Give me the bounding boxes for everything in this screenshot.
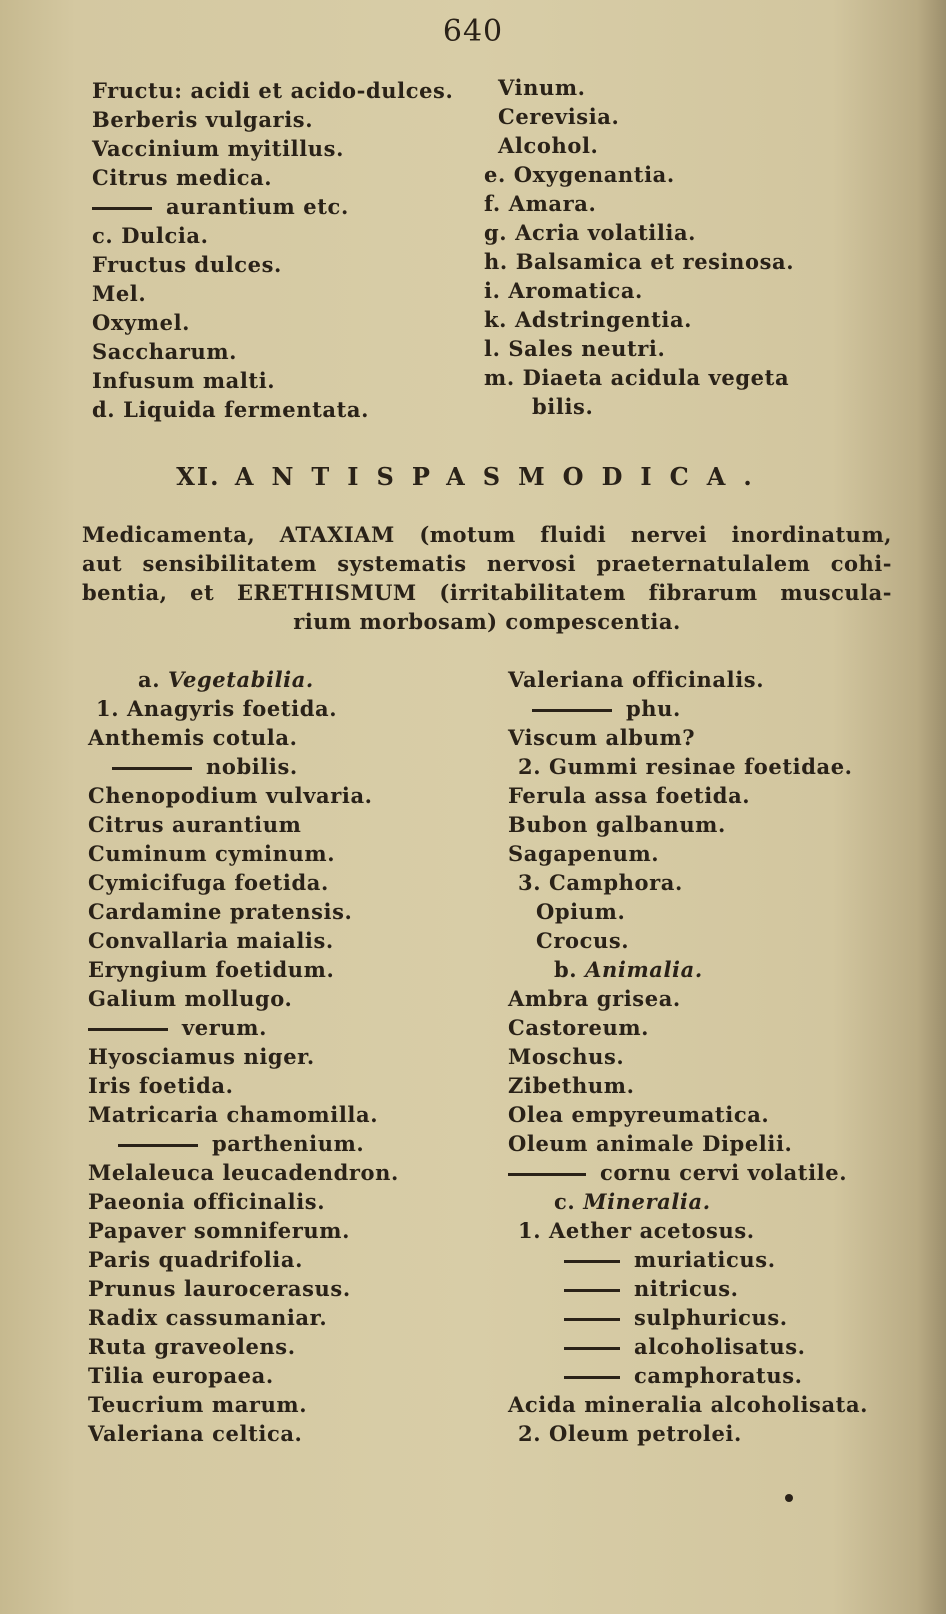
list-item — [88, 694, 488, 723]
list-item — [484, 392, 904, 421]
list-item-text: Cuminum cyminum. — [88, 841, 336, 866]
list-item — [508, 1274, 908, 1303]
list-item-text: Crocus. — [536, 928, 630, 953]
list-item-text: b. Animalia. — [554, 957, 703, 982]
list-item-text: c. Mineralia. — [554, 1189, 711, 1214]
list-item-text: Mel. — [92, 281, 147, 306]
list-item — [484, 305, 904, 334]
list-item — [88, 1042, 488, 1071]
list-item-text: c. Dulcia. — [92, 223, 209, 248]
list-item-text: a. Vegetabilia. — [138, 667, 314, 692]
paragraph-line: rium morbosam) compescentia. — [293, 609, 681, 634]
list-item — [508, 868, 908, 897]
list-item — [484, 247, 904, 276]
list-item — [88, 839, 488, 868]
list-item-text: cornu cervi volatile. — [600, 1160, 848, 1185]
list-item-text: Citrus aurantium — [88, 812, 302, 837]
list-item-text: Olea empyreumatica. — [508, 1102, 770, 1127]
list-item — [508, 955, 908, 984]
list-item — [484, 160, 904, 189]
list-item-text: camphoratus. — [634, 1363, 803, 1388]
list-item-text: Sagapenum. — [508, 841, 660, 866]
list-item — [508, 1042, 908, 1071]
list-item-text: Ferula assa foetida. — [508, 783, 751, 808]
ditto-dash — [564, 1318, 620, 1321]
ditto-dash — [112, 767, 192, 770]
list-item-text: Valeriana officinalis. — [508, 667, 765, 692]
list-item — [88, 1129, 488, 1158]
paragraph-line: bentia, et ERETHISMUM (irritabilitatem fibrarum muscula- — [82, 580, 892, 605]
list-item — [508, 1129, 908, 1158]
list-item-text: k. Adstringentia. — [484, 307, 693, 332]
list-item — [88, 984, 488, 1013]
list-item — [88, 810, 488, 839]
list-item-text: Alcohol. — [498, 133, 599, 158]
list-item-text: Valeriana celtica. — [88, 1421, 303, 1446]
list-item-text: Hyosciamus niger. — [88, 1044, 315, 1069]
list-item-text: Oxymel. — [92, 310, 191, 335]
top-right-column — [484, 73, 904, 421]
list-item-text: m. Diaeta acidula vegeta — [484, 365, 790, 390]
list-item-text: i. Aromatica. — [484, 278, 643, 303]
list-item-text: 2. Gummi resinae foetidae. — [518, 754, 853, 779]
ditto-dash — [92, 207, 152, 210]
list-item — [484, 334, 904, 363]
list-item-text: Prunus laurocerasus. — [88, 1276, 351, 1301]
list-item — [88, 1274, 488, 1303]
list-item — [88, 1419, 488, 1448]
list-item — [508, 1216, 908, 1245]
list-item — [508, 926, 908, 955]
section-number: XI. — [176, 462, 221, 491]
list-item — [88, 1100, 488, 1129]
ditto-dash — [564, 1260, 620, 1263]
list-item-text: Papaver somniferum. — [88, 1218, 351, 1243]
list-item-text: Berberis vulgaris. — [92, 107, 314, 132]
list-item-text: Fructu: acidi et acido-dulces. — [92, 78, 454, 103]
list-item-text: Eryngium foetidum. — [88, 957, 335, 982]
list-item-text: Bubon galbanum. — [508, 812, 726, 837]
left-list-column — [88, 665, 488, 1448]
list-item-text: Teucrium marum. — [88, 1392, 308, 1417]
list-item — [88, 1013, 488, 1042]
list-item-text: Ruta graveolens. — [88, 1334, 296, 1359]
list-item — [508, 694, 908, 723]
list-item-text: Viscum album? — [508, 725, 696, 750]
list-item-text: Saccharum. — [92, 339, 238, 364]
ditto-dash — [564, 1347, 620, 1350]
ditto-dash — [564, 1376, 620, 1379]
list-item — [92, 308, 482, 337]
list-item-text: phu. — [626, 696, 681, 721]
list-item — [508, 1158, 908, 1187]
list-item — [92, 250, 482, 279]
list-item-text: 2. Oleum petrolei. — [518, 1421, 742, 1446]
list-item — [92, 76, 482, 105]
list-item-text: h. Balsamica et resinosa. — [484, 249, 795, 274]
list-item — [508, 723, 908, 752]
list-item-text: Opium. — [536, 899, 626, 924]
list-item-text: Vaccinium myitillus. — [92, 136, 345, 161]
list-item-text: Infusum malti. — [92, 368, 276, 393]
list-item — [508, 1100, 908, 1129]
section-title: ANTISPASMODICA. — [234, 462, 770, 491]
list-item — [484, 131, 904, 160]
list-item — [508, 810, 908, 839]
list-item — [88, 1216, 488, 1245]
list-item-text: Oleum animale Dipelii. — [508, 1131, 793, 1156]
list-item — [88, 1332, 488, 1361]
list-item — [88, 665, 488, 694]
list-item-text: Radix cassumaniar. — [88, 1305, 328, 1330]
list-item-text: Cerevisia. — [498, 104, 620, 129]
list-item — [88, 868, 488, 897]
list-item — [508, 781, 908, 810]
list-item — [88, 926, 488, 955]
list-item-text: aurantium etc. — [166, 194, 349, 219]
list-item-text: Moschus. — [508, 1044, 625, 1069]
list-item-text: f. Amara. — [484, 191, 597, 216]
list-item-text: Zibethum. — [508, 1073, 635, 1098]
list-item-text: e. Oxygenantia. — [484, 162, 675, 187]
list-item-text: Convallaria maialis. — [88, 928, 334, 953]
list-item-text: 1. Aether acetosus. — [518, 1218, 755, 1243]
list-item — [484, 218, 904, 247]
list-item-text: sulphuricus. — [634, 1305, 788, 1330]
list-item — [88, 752, 488, 781]
list-item — [88, 1158, 488, 1187]
ditto-dash — [564, 1289, 620, 1292]
list-item — [508, 1419, 908, 1448]
list-item — [508, 984, 908, 1013]
list-item — [484, 73, 904, 102]
list-item — [508, 897, 908, 926]
list-item — [508, 1071, 908, 1100]
list-item-text: verum. — [182, 1015, 268, 1040]
list-item-text: alcoholisatus. — [634, 1334, 806, 1359]
paragraph-line: Medicamenta, ATAXIAM (motum fluidi nervei inordinatum, — [82, 522, 892, 547]
section-description — [82, 520, 892, 636]
list-item — [88, 955, 488, 984]
list-item-text: Iris foetida. — [88, 1073, 234, 1098]
list-item — [92, 105, 482, 134]
paragraph-line: aut sensibilitatem systematis nervosi praeternatulalem cohi- — [82, 551, 892, 576]
list-item-text: nitricus. — [634, 1276, 739, 1301]
list-item-text: l. Sales neutri. — [484, 336, 666, 361]
ditto-dash — [532, 709, 612, 712]
list-item — [92, 192, 482, 221]
list-item — [508, 1303, 908, 1332]
list-item — [484, 363, 904, 392]
list-item — [92, 163, 482, 192]
list-item-text: Cymicifuga foetida. — [88, 870, 329, 895]
list-item-text: Paeonia officinalis. — [88, 1189, 326, 1214]
list-item — [92, 279, 482, 308]
list-item — [92, 337, 482, 366]
ditto-dash — [118, 1144, 198, 1147]
list-item — [88, 1361, 488, 1390]
list-item-text: Castoreum. — [508, 1015, 650, 1040]
page-number: 640 — [442, 14, 504, 49]
list-item — [508, 1332, 908, 1361]
list-item-text: Acida mineralia alcoholisata. — [508, 1392, 869, 1417]
list-item — [508, 1361, 908, 1390]
list-item — [88, 1245, 488, 1274]
list-item — [88, 781, 488, 810]
list-item — [484, 189, 904, 218]
right-list-column — [508, 665, 908, 1448]
list-item — [508, 752, 908, 781]
ditto-dash — [508, 1173, 586, 1176]
list-item-text: Chenopodium vulvaria. — [88, 783, 373, 808]
list-item — [92, 395, 482, 424]
list-item-text: Citrus medica. — [92, 165, 273, 190]
section-heading — [0, 462, 946, 491]
list-item-text: Fructus dulces. — [92, 252, 282, 277]
list-item-text: Paris quadrifolia. — [88, 1247, 304, 1272]
list-item-text: Cardamine pratensis. — [88, 899, 353, 924]
list-item — [508, 839, 908, 868]
list-item-text: 3. Camphora. — [518, 870, 683, 895]
list-item-text: 1. Anagyris foetida. — [96, 696, 338, 721]
list-item — [92, 221, 482, 250]
list-item-text: Tilia europaea. — [88, 1363, 274, 1388]
list-item — [484, 102, 904, 131]
list-item — [92, 366, 482, 395]
ink-spot — [785, 1494, 793, 1502]
list-item-text: Matricaria chamomilla. — [88, 1102, 379, 1127]
top-left-column — [92, 76, 482, 424]
list-item-text: nobilis. — [206, 754, 298, 779]
list-item — [88, 897, 488, 926]
list-item-text: Anthemis cotula. — [88, 725, 298, 750]
list-item — [88, 723, 488, 752]
list-item — [484, 276, 904, 305]
list-item — [88, 1390, 488, 1419]
list-item — [508, 1187, 908, 1216]
ditto-dash — [88, 1028, 168, 1031]
list-item-text: g. Acria volatilia. — [484, 220, 697, 245]
list-item-text: Galium mollugo. — [88, 986, 293, 1011]
list-item-text: Melaleuca leucadendron. — [88, 1160, 399, 1185]
list-item — [508, 1013, 908, 1042]
list-item-text: d. Liquida fermentata. — [92, 397, 370, 422]
list-item-text: muriaticus. — [634, 1247, 776, 1272]
list-item — [92, 134, 482, 163]
list-item — [508, 665, 908, 694]
list-item-text: bilis. — [532, 394, 594, 419]
list-item-text: Vinum. — [498, 75, 586, 100]
list-item — [88, 1187, 488, 1216]
list-item — [88, 1071, 488, 1100]
list-item-text: Ambra grisea. — [508, 986, 681, 1011]
list-item — [88, 1303, 488, 1332]
list-item — [508, 1245, 908, 1274]
list-item-text: parthenium. — [212, 1131, 365, 1156]
list-item — [508, 1390, 908, 1419]
